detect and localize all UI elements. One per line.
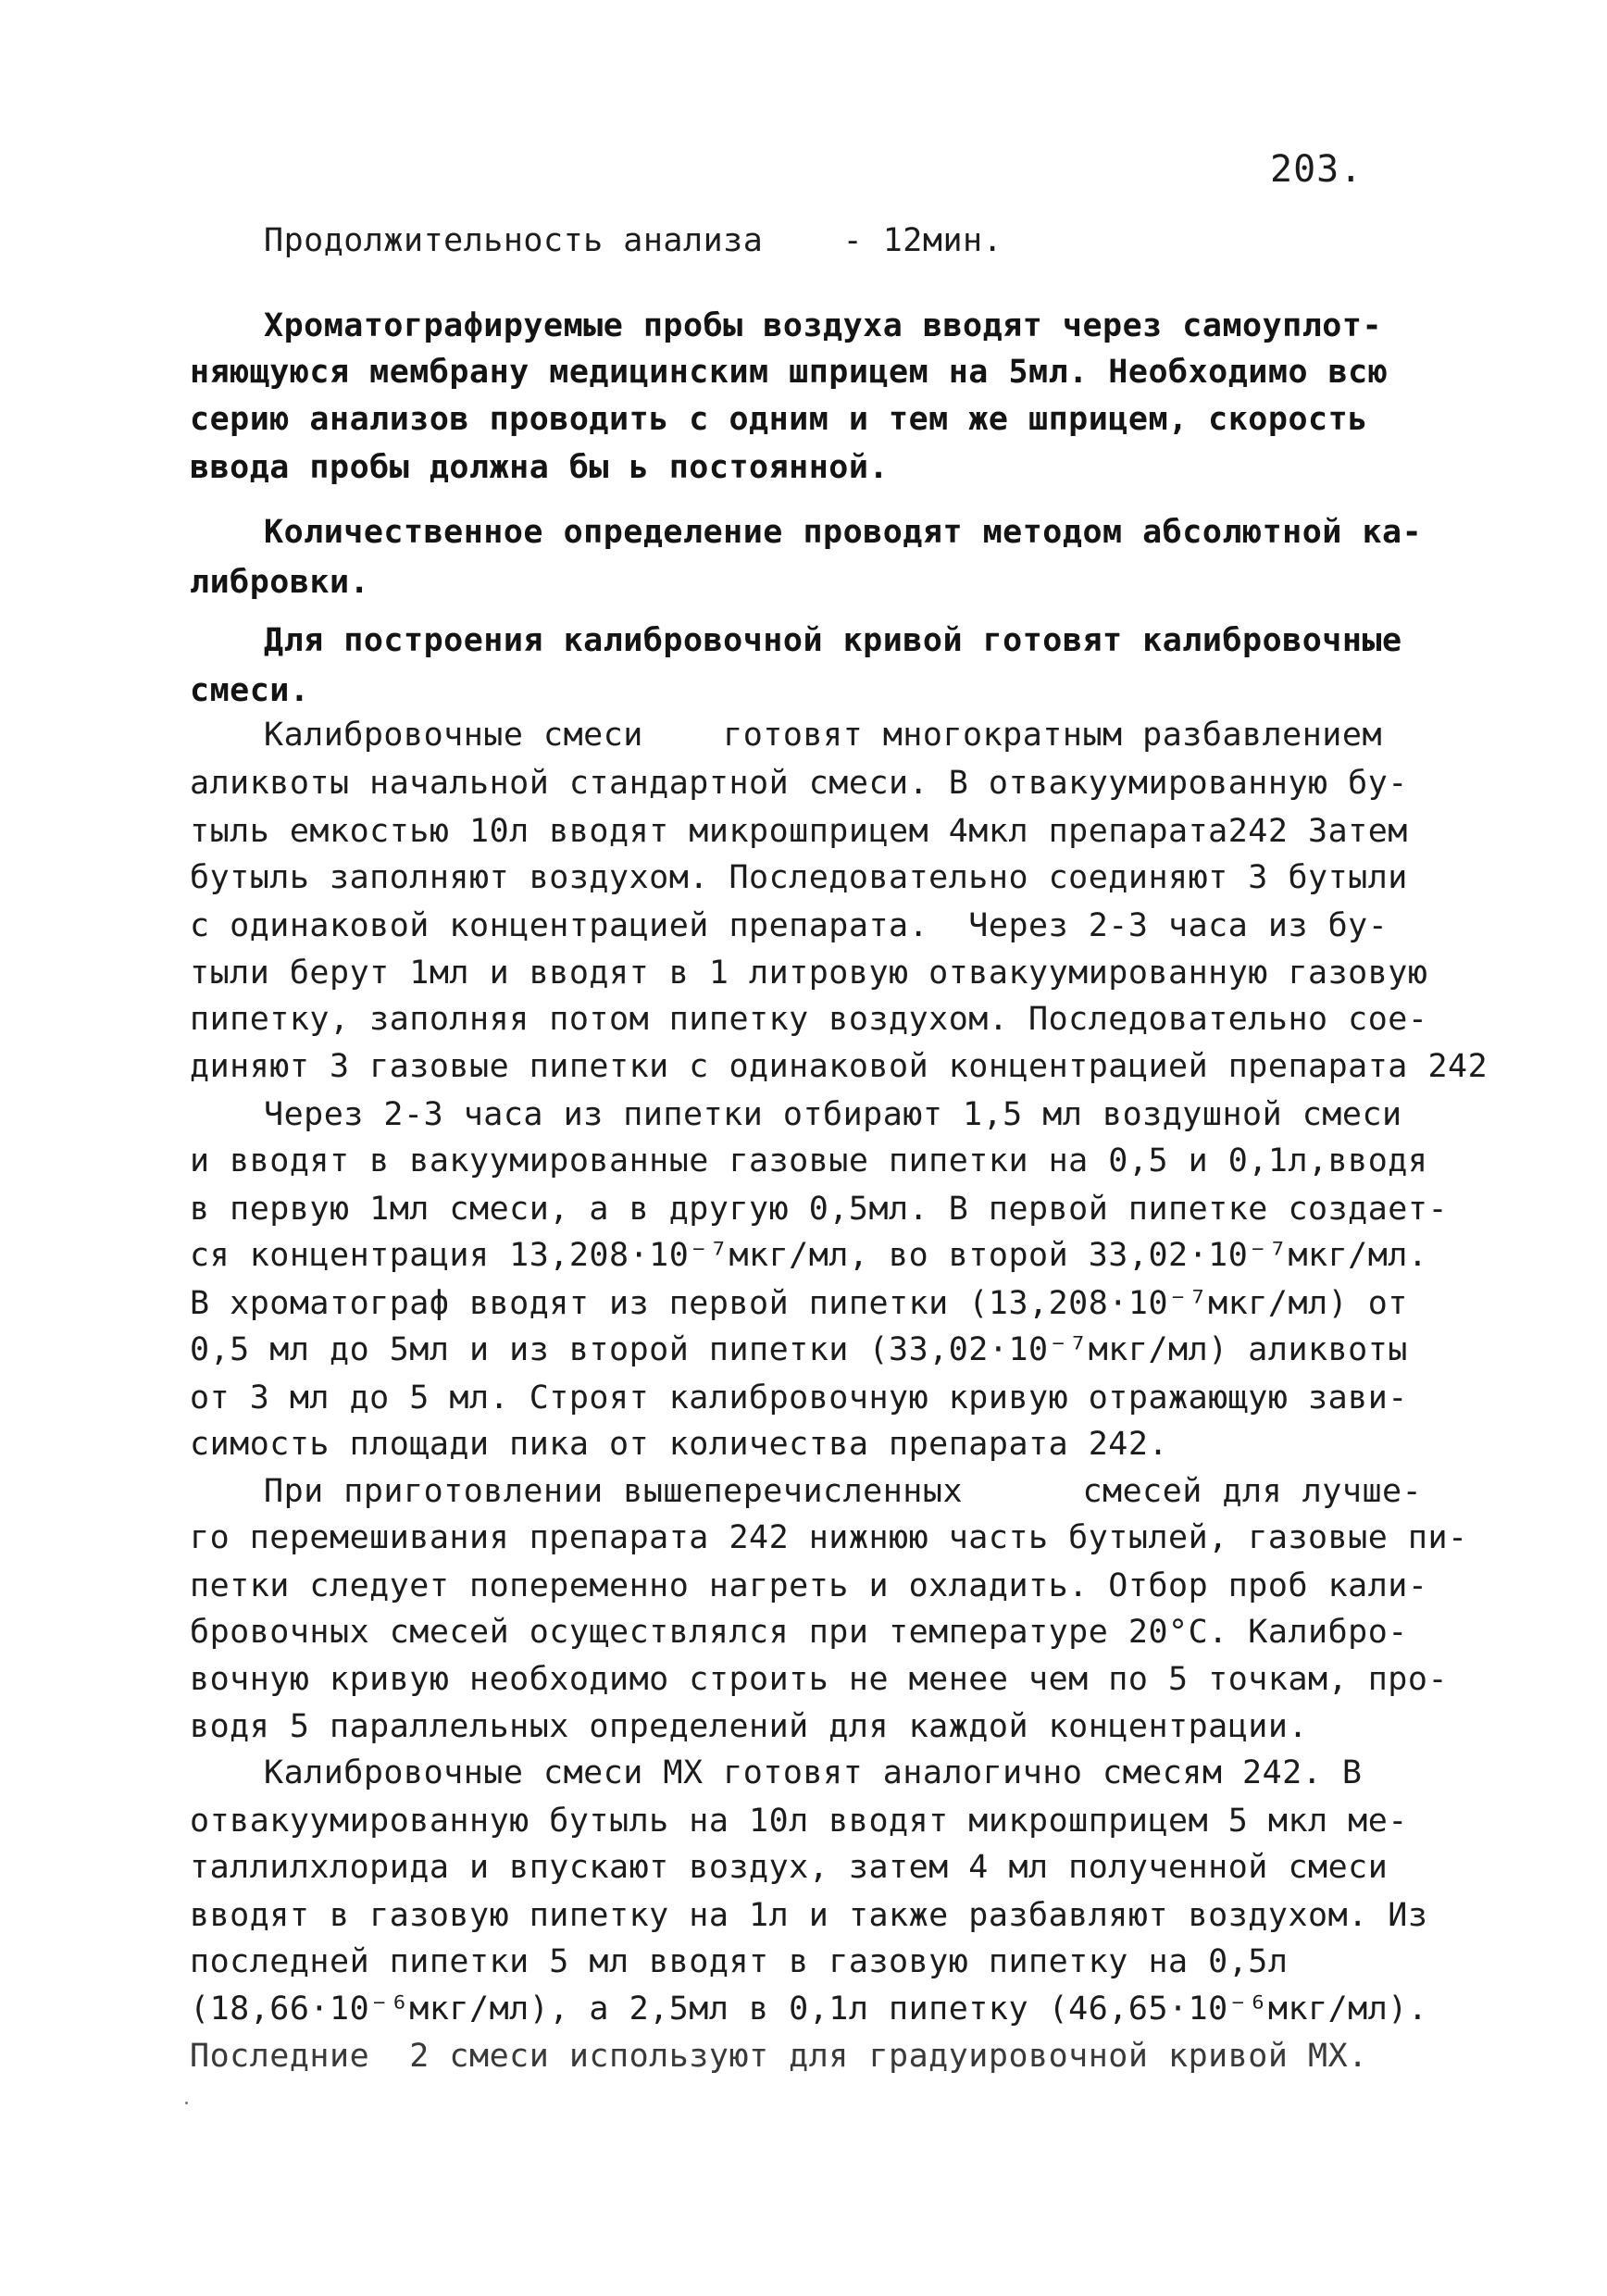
text-line: Последние 2 смеси используют для градуировочной кривой МХ. [190,2038,1368,2075]
text-line: Хроматографируемые пробы воздуха вводят через самоуплот- [264,307,1383,344]
text-line: последней пипетки 5 мл вводят в газовую пипетку на 0,5л [190,1943,1289,1980]
text-line: При приготовлении вышеперечисленных смесей для лучше- [264,1473,1423,1510]
text-line: от 3 мл до 5 мл. Строят калибровочную кривую отражающую зави- [190,1379,1408,1416]
text-line: Продолжительность анализа - 12мин. [264,222,1003,259]
text-line: отвакуумированную бутыль на 10л вводят микрошприцем 5 мкл ме- [190,1803,1408,1840]
text-line: Количественное определение проводят методом абсолютной ка- [264,514,1423,551]
text-line: Через 2-3 часа из пипетки отбирают 1,5 мл воздушной смеси [264,1096,1402,1133]
text-line: тыли берут 1мл и вводят в 1 литровую отвакуумированную газовую [190,955,1428,992]
text-line: симость площади пика от количества препарата 242. [190,1426,1169,1463]
text-line: бровочных смесей осуществлялся при температуре 20°С. Калибро- [190,1614,1408,1651]
text-line: Калибровочные смеси МХ готовят аналогично смесям 242. В [264,1754,1363,1791]
stray-mark [185,2102,188,2104]
text-line: 0,5 мл до 5мл и из второй пипетки (33,02·10⁻⁷мкг/мл) аликвоты [190,1331,1408,1368]
text-line: с одинаковой концентрацией препарата. Через 2-3 часа из бу- [190,907,1389,944]
text-line: бутыль заполняют воздухом. Последовательно соединяют 3 бутыли [190,859,1408,896]
text-line: в первую 1мл смеси, а в другую 0,5мл. В первой пипетке создает- [190,1191,1449,1228]
text-line: Для построения калибровочной кривой готовят калибровочные [264,622,1402,659]
text-line: пипетку, заполняя потом пипетку воздухом. Последовательно сое- [190,1001,1428,1038]
text-line: Калибровочные смеси готовят многократным разбавлением [264,717,1383,754]
text-line: няющуюся мембрану медицинским шприцем на 5мл. Необходимо всю [190,354,1389,391]
page-number: 203. [1270,148,1364,191]
text-line: таллилхлорида и впускают воздух, затем 4 мл полученной смеси [190,1849,1389,1886]
text-line: тыль емкостью 10л вводят микрошприцем 4мкл препарата242 Затем [190,813,1408,850]
text-line: аликвоты начальной стандартной смеси. В отвакуумированную бу- [190,765,1408,802]
text-line: водя 5 параллельных определений для каждой концентрации. [190,1708,1309,1745]
text-line: и вводят в вакуумированные газовые пипетки на 0,5 и 0,1л,вводя [190,1142,1428,1179]
text-line: ввода пробы должна бы ь постоянной. [190,449,890,486]
text-line: В хроматограф вводят из первой пипетки (13,208·10⁻⁷мкг/мл) от [190,1285,1408,1322]
text-line: го перемешивания препарата 242 нижнюю часть бутылей, газовые пи- [190,1519,1468,1556]
text-line: (18,66·10⁻⁶мкг/мл), а 2,5мл в 0,1л пипетку (46,65·10⁻⁶мкг/мл). [190,1990,1428,2028]
text-line: диняют 3 газовые пипетки с одинаковой концентрацией препарата 242 [190,1048,1489,1085]
text-line: петки следует попеременно нагреть и охладить. Отбор проб кали- [190,1567,1428,1604]
text-line: вочную кривую необходимо строить не менее чем по 5 точкам, про- [190,1661,1449,1698]
text-line: серию анализов проводить с одним и тем же шприцем, скорость [190,401,1368,438]
text-line: либровки. [190,564,370,601]
text-line: вводят в газовую пипетку на 1л и также разбавляют воздухом. Из [190,1897,1428,1934]
text-line: ся концентрация 13,208·10⁻⁷мкг/мл, во второй 33,02·10⁻⁷мкг/мл. [190,1237,1428,1274]
text-line: смеси. [190,672,310,709]
